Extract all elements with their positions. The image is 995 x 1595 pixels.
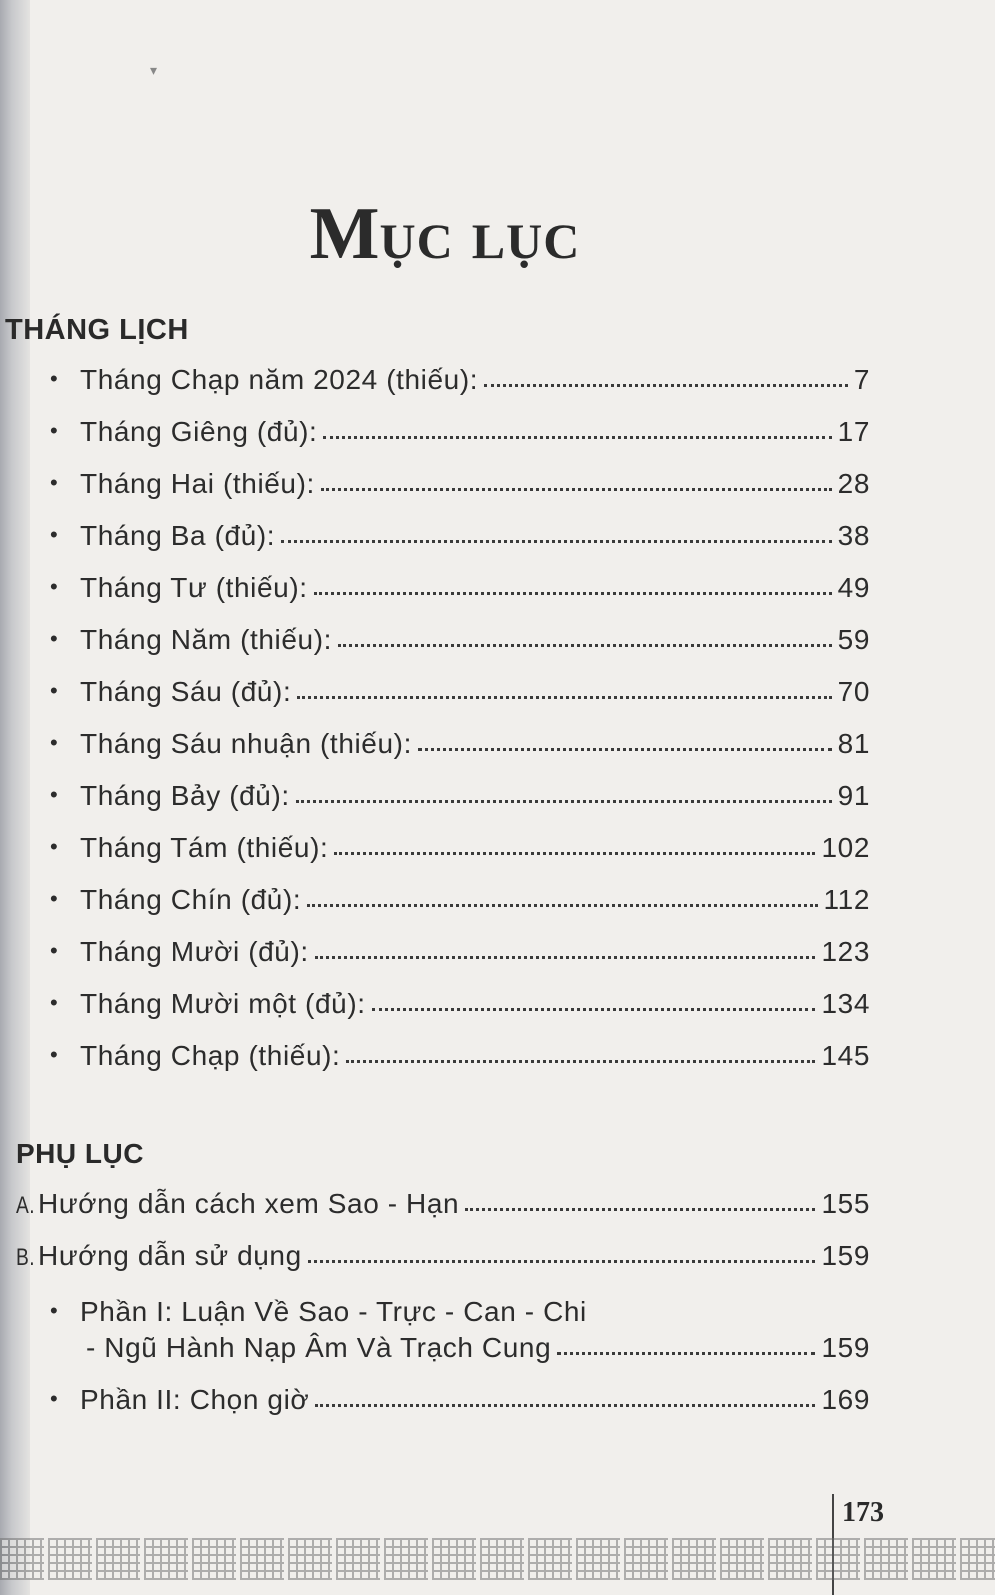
toc-entry-page: 28 <box>837 468 870 499</box>
dot-leader <box>321 488 832 491</box>
toc-entry[interactable] <box>50 676 870 716</box>
toc-entry-label-line1: Phần I: Luận Về Sao - Trực - Can - Chi <box>80 1296 587 1327</box>
toc-entry-label: Tháng Hai (thiếu): <box>80 468 315 499</box>
dot-leader <box>308 1260 816 1263</box>
toc-entry-page: 70 <box>837 676 870 707</box>
toc-entry-label: Tháng Tư (thiếu): <box>80 572 308 603</box>
toc-entry[interactable] <box>50 884 870 924</box>
bullet: • <box>50 1386 59 1411</box>
toc-entry[interactable] <box>50 624 870 664</box>
toc-entry-page: 155 <box>821 1188 870 1219</box>
bullet: • <box>50 1298 59 1323</box>
toc-entry-page: 145 <box>821 1040 870 1071</box>
bullet: • <box>50 834 59 859</box>
toc-entry[interactable] <box>50 1040 870 1080</box>
toc-entry-page: 169 <box>821 1384 870 1415</box>
bullet: • <box>50 574 59 599</box>
toc-entry-label: Tháng Mười (đủ): <box>80 936 309 967</box>
toc-entry-label: Phần II: Chọn giờ <box>80 1384 310 1415</box>
toc-subentry-part1[interactable] <box>50 1296 587 1328</box>
bullet: • <box>50 470 59 495</box>
toc-entry-label: Tháng Sáu nhuận (thiếu): <box>80 728 412 759</box>
toc-entry-page: 7 <box>853 364 870 395</box>
toc-entry[interactable] <box>50 780 870 820</box>
section-heading-phu-luc: PHỤ LỤC <box>16 1138 144 1169</box>
toc-entry-page: 159 <box>821 1332 870 1363</box>
dot-leader <box>296 800 832 803</box>
section-heading-thang-lich: THÁNG LỊCH <box>5 314 189 346</box>
dot-leader <box>484 384 848 387</box>
dot-leader <box>323 436 831 439</box>
toc-entry-label: Tháng Chạp năm 2024 (thiếu): <box>80 364 479 395</box>
toc-entry-label: Tháng Chín (đủ): <box>80 884 302 915</box>
bullet: • <box>50 418 59 443</box>
toc-entry-label: Tháng Năm (thiếu): <box>80 624 333 655</box>
toc-entry-page: 123 <box>821 936 870 967</box>
toc-entry-label: Tháng Ba (đủ): <box>80 520 276 551</box>
print-mark: ▾ <box>150 62 158 78</box>
title-word-1-rest: ỤC <box>379 213 454 269</box>
toc-entry-page: 59 <box>837 624 870 655</box>
bullet: • <box>50 366 59 391</box>
bullet: • <box>50 522 59 547</box>
toc-entry-label: Tháng Chạp (thiếu): <box>80 1040 341 1071</box>
bullet: • <box>50 1042 59 1067</box>
entry-letter: A. <box>16 1192 36 1219</box>
dot-leader <box>418 748 832 751</box>
bullet: • <box>50 730 59 755</box>
toc-entry[interactable] <box>50 468 870 508</box>
toc-entry[interactable] <box>50 832 870 872</box>
toc-entry-page: 17 <box>837 416 870 447</box>
page-number: 173 <box>842 1497 884 1528</box>
toc-entry[interactable] <box>50 416 870 456</box>
title-initial: M <box>309 193 380 275</box>
dot-leader <box>334 852 815 855</box>
toc-entry[interactable] <box>50 988 870 1028</box>
toc-entry-page: 102 <box>821 832 870 863</box>
toc-entry-label-line2: - Ngũ Hành Nạp Âm Và Trạch Cung <box>86 1332 552 1363</box>
dot-leader <box>346 1060 815 1063</box>
bullet: • <box>50 990 59 1015</box>
toc-entry[interactable] <box>50 572 870 612</box>
dot-leader <box>338 644 832 647</box>
dot-leader <box>315 1404 815 1407</box>
toc-entry-page: 159 <box>821 1240 870 1271</box>
toc-entry-a[interactable] <box>16 1188 870 1228</box>
dot-leader <box>314 592 832 595</box>
toc-entry-label: Tháng Tám (thiếu): <box>80 832 329 863</box>
title-word-2: LỤC <box>471 213 581 269</box>
dot-leader <box>315 956 816 959</box>
toc-entry[interactable] <box>50 728 870 768</box>
bullet: • <box>50 626 59 651</box>
toc-entry-label: Tháng Bảy (đủ): <box>80 780 290 811</box>
toc-entry-b[interactable] <box>16 1240 870 1280</box>
toc-entry-page: 81 <box>837 728 870 759</box>
toc-subentry-part2[interactable] <box>50 1384 870 1424</box>
toc-entry-page: 134 <box>821 988 870 1019</box>
toc-entry-page: 91 <box>837 780 870 811</box>
bullet: • <box>50 782 59 807</box>
dot-leader <box>281 540 831 543</box>
bullet: • <box>50 678 59 703</box>
entry-letter: B. <box>16 1244 36 1271</box>
dot-leader <box>307 904 817 907</box>
toc-entry[interactable] <box>50 520 870 560</box>
toc-entry[interactable] <box>50 936 870 976</box>
toc-entry-label: Tháng Giêng (đủ): <box>80 416 318 447</box>
dot-leader <box>372 1008 816 1011</box>
toc-entry-label: Hướng dẫn cách xem Sao - Hạn <box>38 1188 460 1219</box>
bullet: • <box>50 886 59 911</box>
toc-entry-page: 38 <box>837 520 870 551</box>
toc-entry-label: Tháng Sáu (đủ): <box>80 676 292 707</box>
toc-entry[interactable] <box>50 364 870 404</box>
toc-entry-label: Hướng dẫn sử dụng <box>38 1240 302 1271</box>
toc-subentry-part1-cont[interactable] <box>86 1332 870 1372</box>
dot-leader <box>297 696 831 699</box>
bullet: • <box>50 938 59 963</box>
page-title <box>0 192 890 277</box>
decorative-border-gaps <box>0 1538 995 1580</box>
dot-leader <box>465 1208 815 1211</box>
toc-entry-page: 49 <box>837 572 870 603</box>
toc-entry-label: Tháng Mười một (đủ): <box>80 988 366 1019</box>
dot-leader <box>557 1352 815 1355</box>
toc-entry-page: 112 <box>823 884 870 915</box>
